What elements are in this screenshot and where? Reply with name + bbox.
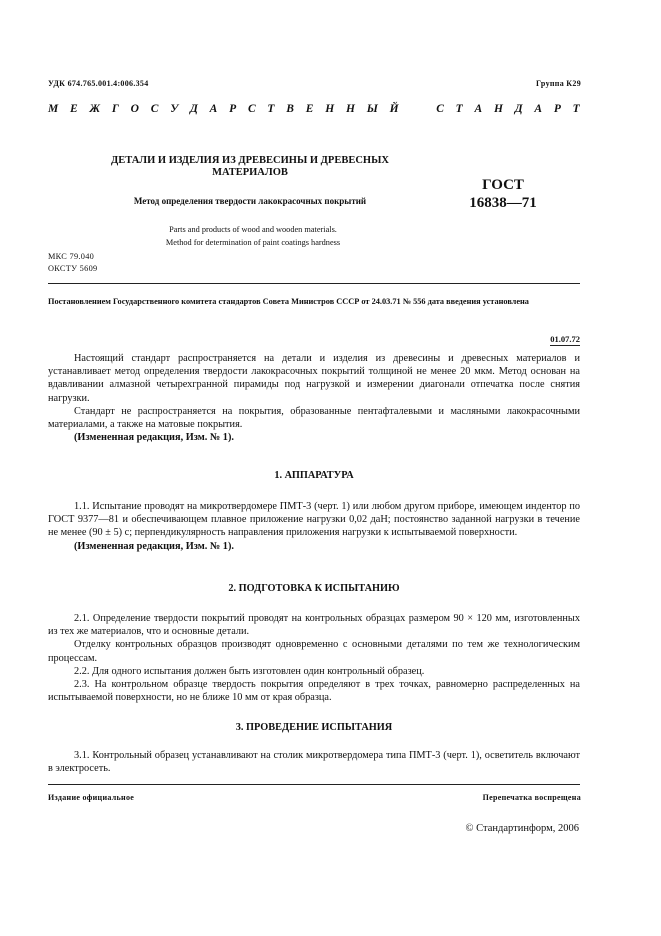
banner-letter: С bbox=[436, 103, 444, 115]
section-1-paragraph-1: 1.1. Испытание проводят на микротвердомере ПМТ-3 (черт. 1) или любом другом приборе, имеющем индентор по ГОСТ 9377—81 и обеспечивающем плавное приложение нагрузки 0,02 даН; постоянство заданной нагрузки в течение не менее (90 ± 5) с; перпендикулярность направления приложения нагрузки к испытываемой поверхности. bbox=[48, 501, 580, 539]
english-title bbox=[118, 224, 388, 249]
udk-code: УДК 674.765.001.4:006.354 bbox=[48, 79, 149, 88]
okstu-code: ОКСТУ 5609 bbox=[48, 263, 98, 273]
document-subtitle: Метод определения твердости лакокрасочных покрытий bbox=[133, 196, 367, 206]
banner-letter: Р bbox=[229, 103, 237, 115]
title-line-1: ДЕТАЛИ И ИЗДЕЛИЯ ИЗ ДРЕВЕСИНЫ И ДРЕВЕСНЫХ bbox=[111, 155, 389, 166]
banner-letter: Г bbox=[111, 103, 119, 115]
banner-letter: Н bbox=[493, 103, 503, 115]
footer-divider bbox=[48, 784, 580, 785]
section-2-paragraph-4: 2.3. На контрольном образце твердость покрытия определяют в трех точках, равномерно распределенных на испытываемой поверхности, но не ближе 10 мм от края образца. bbox=[48, 679, 580, 704]
banner-letter: Н bbox=[345, 103, 355, 115]
intro-paragraph-1: Настоящий стандарт распространяется на детали и изделия из древесины и древесных материалов и устанавливает метод определения твердости лакокрасочных покрытий толщиной не менее 20 мкм. Метод основан на вдавливании алмазной четырехгранной пирамиды под нагрузкой и измерении диагонали отпечатка после снятия нагрузки. bbox=[48, 353, 580, 404]
banner-letter: Р bbox=[553, 103, 561, 115]
banner-letter: Т bbox=[572, 103, 580, 115]
gost-designation bbox=[448, 176, 558, 212]
banner-letter: А bbox=[209, 103, 218, 115]
english-title-line-1: Parts and products of wood and wooden materials. bbox=[169, 225, 337, 234]
english-title-line-2: Method for determination of paint coatings hardness bbox=[165, 237, 341, 247]
banner-letter: Т bbox=[267, 103, 275, 115]
section-2-body bbox=[48, 612, 580, 704]
banner-letter: Ы bbox=[366, 103, 378, 115]
banner-letter bbox=[410, 103, 424, 115]
section-2-paragraph-3: 2.2. Для одного испытания должен быть изготовлен один контрольный образец. bbox=[74, 665, 425, 677]
title-line-2: МАТЕРИАЛОВ bbox=[212, 167, 288, 178]
banner-letter: С bbox=[150, 103, 159, 115]
document-title bbox=[70, 155, 430, 179]
banner-letter: Е bbox=[70, 103, 78, 115]
gost-number: 16838—71 bbox=[469, 195, 537, 211]
banner-letter: В bbox=[286, 103, 294, 115]
intro-paragraph-2: Стандарт не распространяется на покрытия, образованные пентафталевыми и масляными лакокрасочными материалами, а также на матовые покрытия. bbox=[48, 405, 580, 431]
intro-block bbox=[48, 352, 580, 444]
banner-letter: А bbox=[534, 103, 543, 115]
introduction-date: 01.07.72 bbox=[550, 334, 580, 344]
decree-text: Постановлением Государственного комитета стандартов Совета Министров СССР от 24.03.71 № 556 дата введения установлена bbox=[48, 297, 529, 306]
banner-letter: О bbox=[130, 103, 139, 115]
banner-letter: Т bbox=[455, 103, 463, 115]
standard-type-banner bbox=[48, 103, 580, 115]
mks-code: МКС 79.040 bbox=[48, 252, 95, 261]
banner-letter: А bbox=[474, 103, 483, 115]
banner-letter: М bbox=[48, 103, 59, 115]
banner-letter: Ж bbox=[89, 103, 101, 115]
header-divider bbox=[48, 283, 580, 284]
reprint-label: Перепечатка воспрещена bbox=[482, 793, 581, 802]
section-3-heading: 3. ПРОВЕДЕНИЕ ИСПЫТАНИЯ bbox=[235, 722, 393, 733]
copyright: © Стандартинформ, 2006 bbox=[465, 823, 579, 834]
edition-label: Издание официальное bbox=[48, 793, 135, 802]
classification-codes bbox=[48, 251, 97, 274]
banner-letter: Д bbox=[190, 103, 198, 115]
section-2-paragraph-1: 2.1. Определение твердости покрытий проводят на контрольных образцах размером 90 × 120 мм, изготовленных из тех же материалов, что и основные детали. bbox=[48, 613, 580, 638]
section-2-heading: 2. ПОДГОТОВКА К ИСПЫТАНИЮ bbox=[228, 583, 400, 594]
banner-letter: Й bbox=[389, 103, 399, 115]
banner-letter: С bbox=[247, 103, 256, 115]
section-3-body bbox=[48, 749, 580, 775]
banner-letter: Е bbox=[305, 103, 314, 115]
section-1-amendment-note: (Измененная редакция, Изм. № 1). bbox=[74, 540, 234, 552]
banner-letter: Н bbox=[325, 103, 335, 115]
section-2-paragraph-2: Отделку контрольных образцов производят одновременно с основными деталями по тем же технологическим процессам. bbox=[48, 639, 580, 664]
banner-letter: Д bbox=[514, 103, 523, 115]
group-code: Группа К29 bbox=[536, 79, 581, 88]
section-1-body bbox=[48, 500, 580, 553]
banner-letter: У bbox=[170, 103, 179, 115]
section-3-paragraph-1: 3.1. Контрольный образец устанавливают на столик микротвердомера типа ПМТ-3 (черт. 1), осветитель включают в электросеть. bbox=[48, 750, 580, 775]
section-1-heading: 1. АППАРАТУРА bbox=[274, 470, 354, 481]
gost-label: ГОСТ bbox=[482, 177, 524, 193]
intro-amendment-note: (Измененная редакция, Изм. № 1). bbox=[74, 432, 234, 444]
